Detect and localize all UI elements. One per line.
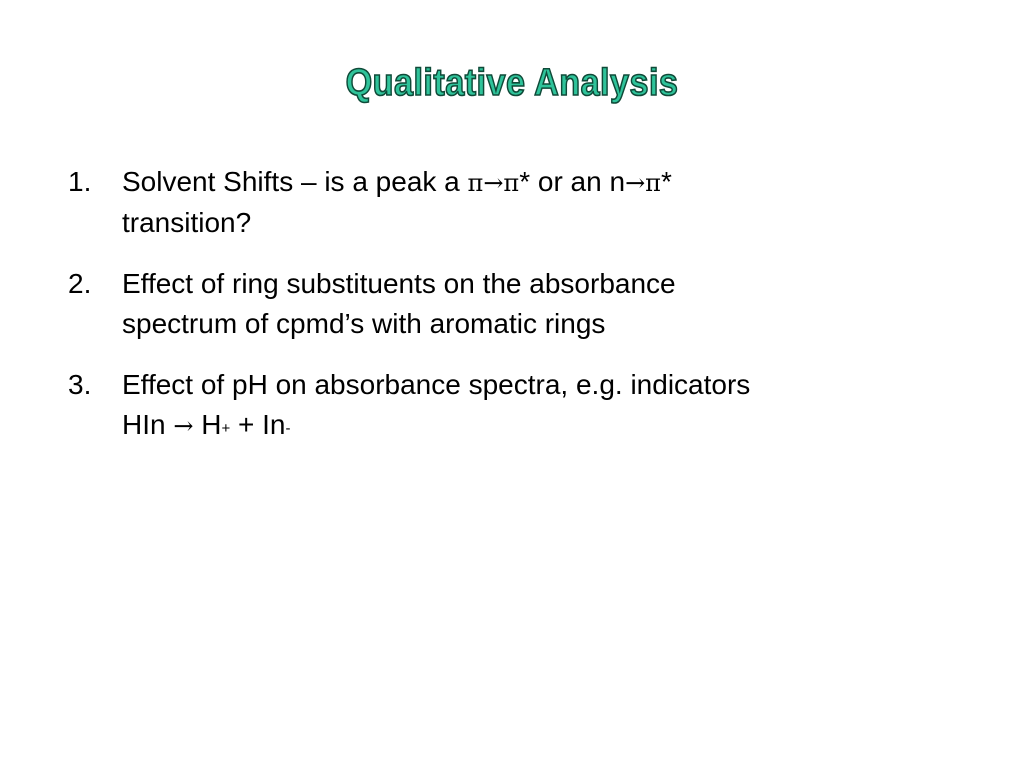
item-text: Solvent Shifts – is a peak a bbox=[122, 166, 468, 197]
equation-text: + In bbox=[230, 409, 286, 440]
arrow-symbol: → bbox=[173, 412, 194, 440]
charge-superscript: + bbox=[221, 420, 231, 437]
list-item-1 bbox=[68, 162, 968, 243]
list-item-line: spectrum of cpmd’s with aromatic rings bbox=[122, 308, 606, 339]
list-item-2 bbox=[68, 264, 968, 344]
list-item-number: 2. bbox=[68, 268, 92, 299]
list-item-line bbox=[122, 162, 968, 203]
list-item-line: transition? bbox=[122, 207, 252, 238]
numbered-list bbox=[68, 162, 968, 467]
pi-symbol: π bbox=[503, 169, 520, 197]
item-text: * or an n bbox=[519, 166, 626, 197]
slide-title: Qualitative Analysis bbox=[345, 62, 679, 104]
arrow-symbol: → bbox=[625, 169, 646, 197]
item-text: * bbox=[660, 166, 672, 197]
pi-symbol: π bbox=[467, 169, 484, 197]
list-item-number: 1. bbox=[68, 166, 92, 197]
arrow-symbol: → bbox=[483, 169, 504, 197]
list-item-line: Effect of pH on absorbance spectra, e.g. indicators bbox=[122, 369, 751, 400]
charge-superscript: - bbox=[285, 420, 291, 437]
list-item-number: 3. bbox=[68, 369, 92, 400]
list-item-3 bbox=[68, 365, 968, 446]
equation-text: H bbox=[193, 409, 222, 440]
equation-text: HIn bbox=[122, 409, 174, 440]
pi-symbol: π bbox=[645, 169, 661, 197]
list-item-line: Effect of ring substituents on the absorbance bbox=[122, 268, 676, 299]
chemical-equation bbox=[122, 405, 968, 446]
